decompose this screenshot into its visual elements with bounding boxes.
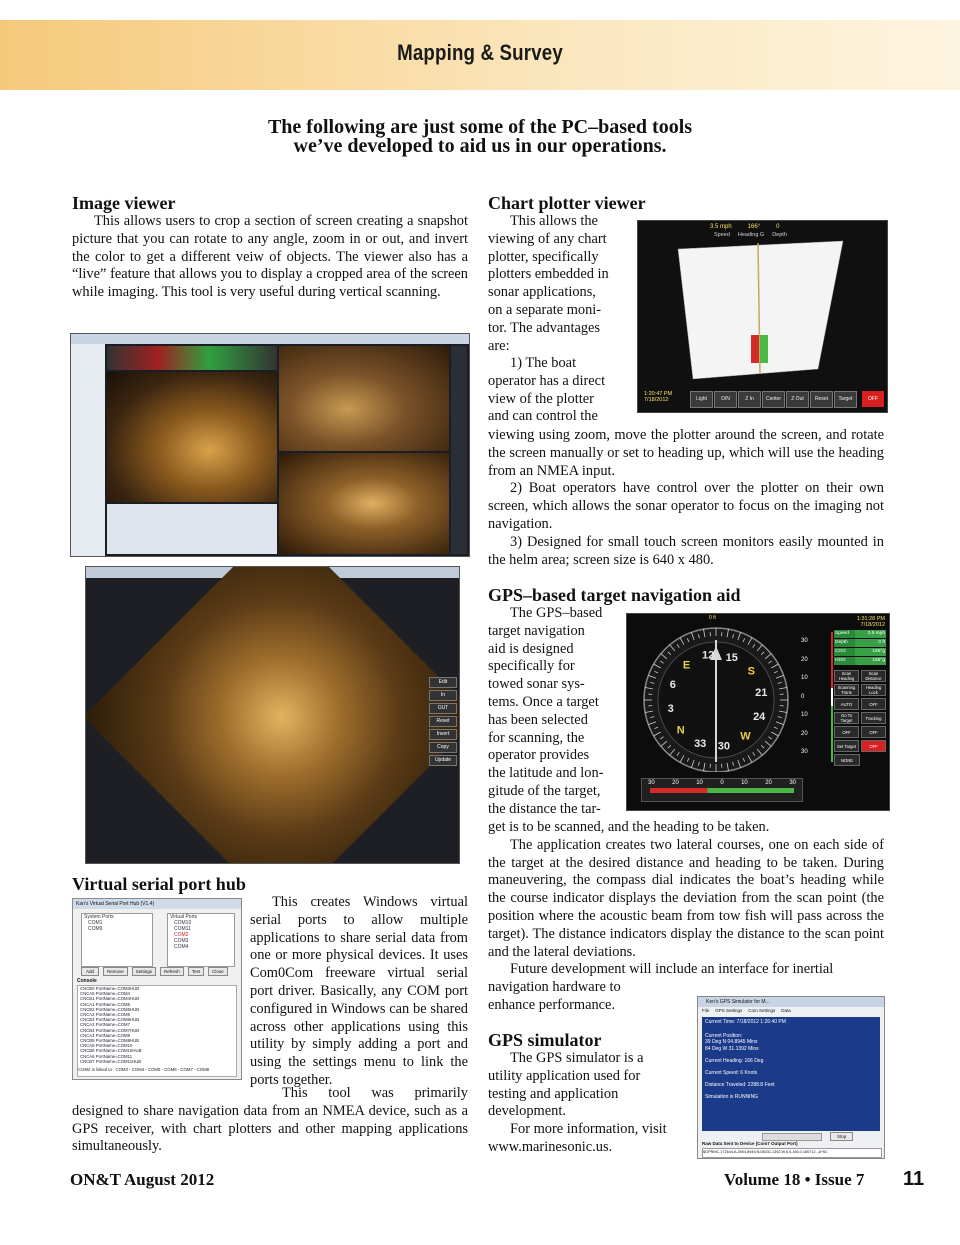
gps-sim-body: [488, 1050, 686, 1157]
distance-bar: [650, 788, 794, 793]
tool-panel: [71, 344, 105, 556]
distance-tick-label: 30: [648, 780, 655, 786]
footer-volume: Volume 18 • Issue 7: [724, 1170, 865, 1189]
track-red: [751, 335, 759, 363]
gps-sim-line: The GPS simulator is a: [510, 1050, 644, 1066]
image-viewer-paragraph: This allows users to crop a section of screen creating a snapshot picture that you can rotate to any angle, zoom in or out, and invert the color to get a different veiw of objects. The viewer also has a “live” feature that allows you to display a cropped area of the screen while imaging. This tool is very useful during vertical scanning.: [72, 213, 468, 301]
gps-nav-body: [488, 605, 620, 819]
distance-tick-label: 10: [741, 780, 748, 786]
chart-plotter-body-cont: [488, 427, 884, 569]
gps-control-button[interactable]: OFF: [861, 698, 886, 710]
plotter-clock: [644, 391, 672, 403]
stop-button[interactable]: Stop: [830, 1132, 853, 1141]
sonar-image-top-right: [279, 346, 449, 451]
virtual-ports-label: Virtual Ports: [170, 914, 198, 920]
viewer-button[interactable]: OUT: [429, 703, 457, 714]
gps-readout-label: COG: [834, 648, 855, 656]
console-line: CNCB7 PortName=COM11HUB: [80, 1058, 142, 1064]
current-position-label: Current Position:: [705, 1033, 743, 1040]
chart-plotter-item-2: 2) Boat operators have control over the plotter on their own screen, which allows the sonar operator to focus on the imaging not navigation.: [488, 480, 884, 532]
intro: [180, 118, 780, 156]
gps-control-button[interactable]: Scanning Trans: [834, 684, 859, 696]
gps-sim-display: [702, 1017, 880, 1131]
virtual-port-item[interactable]: COM4: [174, 944, 189, 950]
gps-nav-line: the distance the tar-: [488, 800, 601, 817]
gps-control-button[interactable]: Heading Lock: [861, 684, 886, 696]
sonar-image-left: [107, 372, 277, 502]
close-button[interactable]: Close: [208, 967, 228, 976]
distance-traveled: Distance Traveled: 2288.8 Feet: [705, 1082, 775, 1089]
deviation-tick-label: 20: [799, 725, 833, 744]
current-heading: Current Heading: 166 Deg: [705, 1057, 764, 1064]
test-button[interactable]: Test: [188, 967, 204, 976]
gps-button-row: [834, 670, 886, 682]
console-output: [77, 985, 237, 1077]
gps-control-button[interactable]: Scan Distance: [861, 670, 886, 682]
gps-sim-info-line: For more information, visit: [510, 1121, 667, 1138]
gps-readout-row: [834, 648, 886, 656]
console-line: CNCA2 PortName=COM6: [80, 1012, 131, 1018]
gps-sim-menu-item[interactable]: GPS Settings: [715, 1008, 743, 1013]
console-line: CNCB3 PortName=COM6HUB: [80, 1017, 140, 1023]
dial-label: 21: [755, 687, 768, 700]
raw-data-output: $GPRMC,172644,A,3904.8945,N,08431.1392,W,6.0,166.0,180712,,,A*5C: [702, 1148, 882, 1158]
footer-publication: ON&T August 2012: [70, 1170, 215, 1189]
latitude: 39 Deg N 04.8945 Mins: [705, 1039, 758, 1046]
viewer-button[interactable]: Invert: [429, 729, 457, 740]
viewer-button[interactable]: Update: [429, 755, 457, 766]
deviation-tick-label: 10: [799, 669, 833, 688]
plotter-d-n-button[interactable]: D/N: [714, 391, 737, 408]
console-line: CNCA3 PortName=COM7: [80, 1022, 131, 1028]
gps-nav-body3-line: navigation hardware to: [488, 978, 621, 995]
gps-sim-window-title: Ken's GPS Simulator for M...: [698, 997, 885, 1007]
dial-label: S: [747, 665, 755, 678]
heading-label: Heading G: [737, 232, 765, 238]
chart-plotter-screenshot: [637, 220, 888, 413]
console-line: CNCB4 PortName=COM7HUB: [80, 1027, 140, 1033]
virtual-ports-list: [167, 913, 235, 967]
deviation-scale: [799, 632, 833, 762]
track-green: [760, 335, 768, 363]
plotter-off-button[interactable]: OFF: [862, 391, 884, 407]
remove-button[interactable]: Remove: [103, 967, 128, 976]
image-viewer-heading: Image viewer: [72, 193, 176, 213]
gps-sim-menu-item[interactable]: Com Settings: [748, 1008, 776, 1013]
dial-label: E: [682, 659, 691, 672]
plotter-target-button[interactable]: Target: [834, 391, 857, 408]
chart-plotter-item-1: [488, 355, 626, 426]
gps-control-button[interactable]: AUTO: [834, 698, 859, 710]
gps-control-button[interactable]: OFF: [834, 726, 859, 738]
gps-button-row: [834, 740, 886, 752]
dial-label: 15: [725, 651, 738, 664]
system-port-item[interactable]: COM1: [88, 920, 103, 926]
image-viewer-body: [72, 213, 468, 302]
system-ports-label: System Ports: [84, 914, 114, 920]
gps-nav-line: target navigation: [488, 622, 585, 639]
gps-time: 1:31:28 PM: [856, 616, 885, 622]
gps-nav-continuation: get is to be scanned, and the heading to be taken.: [488, 819, 770, 835]
gps-nav-line: has been selected: [488, 711, 588, 728]
serial-hub-body-1: [250, 894, 468, 1090]
virtual-port-item[interactable]: COM3: [174, 938, 189, 944]
viewer-button[interactable]: In: [429, 690, 457, 701]
chart-plotter-item1-line: view of the plotter: [488, 390, 594, 407]
gps-control-button[interactable]: Scan Heading: [834, 670, 859, 682]
plotter-date: 7/18/2012: [644, 397, 669, 403]
gps-nav-line: for scanning, the: [488, 729, 585, 746]
distance-tick-label: 20: [765, 780, 772, 786]
gps-nav-line: specifically for: [488, 658, 575, 675]
console-line: CNCA5 PortName=COM10: [80, 1043, 133, 1049]
gps-top-value: 0 ft: [709, 615, 716, 621]
gps-control-button[interactable]: OFF: [861, 740, 886, 752]
distance-tick-label: 0: [720, 780, 724, 786]
dial-label: 24: [753, 710, 766, 723]
chart-plotter-line: on a separate moni-: [488, 301, 602, 318]
gps-button-spacer: [862, 754, 886, 766]
console-label: Console: [77, 978, 97, 984]
settings-button[interactable]: Settings: [132, 967, 156, 976]
viewer-button[interactable]: Copy: [429, 742, 457, 753]
chart-plotter-line: plotters embedded in: [488, 266, 609, 283]
serial-hub-heading: Virtual serial port hub: [72, 874, 246, 894]
console-line: CNCA4 PortName=COM8: [80, 1032, 131, 1038]
page-number: 11: [903, 1168, 925, 1190]
dial-label: W: [740, 730, 751, 743]
gps-date: 7/18/2012: [860, 622, 885, 628]
gps-sim-heading: GPS simulator: [488, 1030, 602, 1050]
dial-label: 30: [717, 740, 731, 753]
gps-button-row: [834, 754, 886, 766]
gps-readouts: [834, 630, 886, 666]
gps-control-button[interactable]: Tracking: [861, 712, 886, 724]
virtual-port-item[interactable]: COM10: [174, 920, 192, 926]
depth-label: Depth: [772, 232, 787, 238]
console-line: CNCB0 PortName=COM3HUB: [80, 986, 140, 991]
distance-tick-label: 30: [789, 780, 796, 786]
chart-plotter-line: are:: [488, 337, 510, 354]
dial-label: 6: [669, 679, 676, 692]
gps-readout-value: 3.5 mph: [855, 630, 886, 638]
section-title: Mapping & Survey: [397, 40, 563, 65]
console-line: CNCA1 PortName=COM5: [80, 1001, 131, 1007]
plotter-toolbar: [690, 391, 857, 408]
gps-nav-paragraph-2: The application creates two lateral courses, one on each side of the target at the desired distance and heading to be taken. During maneuvering, the compass dial indicates the boat’s heading while the course indicator displays the deviation from the scan point (the position where the acoustic beam from tow fish will pass across the target). The distance indicators display the distance to the scan point and the lateral deviations.: [488, 836, 884, 960]
gps-readout-value: 166°g: [855, 657, 886, 665]
speed-label: Speed: [714, 232, 730, 238]
side-toolbar: [451, 346, 467, 554]
current-speed: Current Speed: 6 Knots: [705, 1070, 758, 1077]
gps-control-button[interactable]: NONE: [834, 754, 860, 766]
virtual-port-item[interactable]: COM2: [174, 932, 189, 938]
simulation-status: Simulation is RUNNING: [705, 1094, 759, 1101]
compass-dial: [631, 622, 801, 772]
current-time: Current Time: 7/18/2012 1:26:40 PM: [705, 1019, 786, 1025]
gps-sim-screenshot: [697, 996, 885, 1159]
gps-nav-line: the latitude and lon-: [488, 765, 604, 782]
plotter-time: 1:20:47 PM: [644, 391, 673, 397]
gps-sim-menu-item[interactable]: Data: [781, 1008, 791, 1013]
serial-hub-paragraph-2: This tool was primarily designed to share navigation data from an NMEA device, such as a GPS receiver, with chart plotters and other mapping applications simultaneously.: [72, 1085, 468, 1155]
gps-control-button[interactable]: OFF: [861, 726, 886, 738]
plotter-light-button[interactable]: Light: [690, 391, 713, 408]
gps-readout-label: Depth: [834, 639, 855, 647]
plotter-map: [638, 239, 887, 387]
gps-buttons: [834, 670, 886, 768]
viewer-button[interactable]: Reset: [429, 716, 457, 727]
plotter-readout-values: [710, 224, 779, 230]
viewer-button[interactable]: Edit: [429, 677, 457, 688]
gps-control-button[interactable]: Set Target: [834, 740, 859, 752]
gps-button-row: [834, 726, 886, 738]
longitude: 84 Deg W 31.1392 Mins: [705, 1045, 759, 1052]
console-line: CNCB1 PortName=COM4HUB: [80, 996, 140, 1002]
deviation-tick-label: 10: [799, 706, 833, 725]
plotter-readout-labels: [714, 232, 787, 238]
gps-readout-row: [834, 657, 886, 665]
signal-graph: [107, 346, 277, 370]
gps-sim-info-line: www.marinesonic.us.: [488, 1138, 613, 1155]
gps-nav-heading: GPS–based target navigation aid: [488, 585, 741, 605]
distance-indicator: [641, 778, 803, 802]
gps-readout-label: Speed: [834, 630, 855, 638]
chart-plotter-continuation: viewing using zoom, move the plotter around the screen, and rotate the screen manually or set to heading up, which will use the heading from an NMEA input.: [488, 427, 884, 479]
gps-readout-row: [834, 639, 886, 647]
plotter-center-button[interactable]: Center: [762, 391, 785, 408]
sonar-viewer-screenshot: [70, 333, 470, 557]
speed-value: 3.5 mph: [710, 224, 732, 230]
rotated-sonar-image: [85, 566, 460, 864]
gps-nav-body-cont: [488, 819, 884, 961]
chart-plotter-item1-line: and can control the: [488, 408, 598, 425]
console-line: CNCA0 PortName=COM4: [80, 991, 131, 997]
dial-label: 12: [701, 649, 715, 662]
distance-tick-label: 10: [696, 780, 703, 786]
dial-label: 33: [694, 738, 707, 751]
chart-plotter-item1-line: operator has a direct: [488, 372, 606, 389]
histogram-panel: [107, 504, 277, 554]
dial-label: N: [676, 724, 685, 737]
chart-plotter-item1-line: 1) The boat: [510, 355, 577, 371]
plotter-z-out-button[interactable]: Z Out: [786, 391, 809, 408]
chart-plotter-body: [488, 213, 626, 355]
deviation-tick-label: 30: [799, 743, 833, 762]
viewer-button-column: [429, 677, 457, 773]
gps-readout-label: HDG: [834, 657, 855, 665]
deviation-tick-label: 0: [799, 688, 833, 707]
deviation-tick-label: 20: [799, 651, 833, 670]
raw-data-label: Raw Data Sent to Device [Com7 Output Port]: [702, 1141, 798, 1146]
serial-hub-screenshot: [72, 898, 242, 1080]
chart-plotter-item-3: 3) Designed for small touch screen monitors easily mounted in the helm area; screen size is 640 x 480.: [488, 533, 884, 568]
gps-readout-value: 166°g: [855, 648, 886, 656]
dial-label: 3: [667, 702, 674, 715]
console-footer: COM2 is linked to : COM3 - COM4 - COM5 - COM6 - COM7 - COM8: [78, 1067, 210, 1073]
system-ports-list: [81, 913, 153, 967]
gps-sim-line: development.: [488, 1103, 566, 1120]
gps-clock: [833, 616, 885, 628]
chart-plotter-line: tor. The advantages: [488, 319, 601, 336]
gps-sim-menu-item[interactable]: File: [702, 1008, 710, 1013]
heading-value: 166°: [747, 224, 761, 230]
refresh-button[interactable]: Refresh: [160, 967, 184, 976]
gps-readout-row: [834, 630, 886, 638]
hub-window-title: Kan's Virtual Serial Port Hub (V1.4): [73, 899, 242, 909]
chart-plotter-line: plotter, specifically: [488, 248, 599, 265]
console-line: CNCB5 PortName=COM8HUB: [80, 1038, 140, 1044]
system-port-item[interactable]: COM9: [88, 926, 103, 932]
distance-tick-label: 20: [672, 780, 679, 786]
virtual-port-item[interactable]: COM11: [174, 926, 191, 932]
chart-plotter-heading: Chart plotter viewer: [488, 193, 646, 213]
gps-button-row: [834, 698, 886, 710]
gps-control-button[interactable]: Go To Target: [834, 712, 859, 724]
plotter-z-in-button[interactable]: Z In: [738, 391, 761, 408]
gps-nav-screenshot: [626, 613, 890, 811]
gps-nav-line: gitude of the target,: [488, 782, 601, 799]
serial-hub-body-2: [72, 1085, 468, 1156]
window-titlebar: [71, 334, 469, 344]
console-line: CNCB2 PortName=COM5HUB: [80, 1006, 140, 1012]
hub-button-row: [81, 967, 237, 976]
gps-sim-line: utility application used for: [488, 1067, 641, 1084]
serial-hub-paragraph-1: This creates Windows virtual serial ports to allow multiple applications to share serial data from one or more physical devices. It uses Com0Com freeware virtual serial port driver. Basically, any COM port configured in Windows can be shared across other applications using this utility by simply adding a port and using the settings menu to link the ports together.: [250, 894, 468, 1088]
add-button[interactable]: Add: [81, 967, 99, 976]
console-line: CNCA6 PortName=COM11: [80, 1053, 133, 1059]
console-line: CNCB6 PortName=COM10HUB: [80, 1048, 142, 1054]
gps-nav-line: aid is designed: [488, 640, 574, 657]
crop-viewer-screenshot: [85, 566, 460, 864]
chart-plotter-line: This allows the: [510, 213, 598, 229]
gps-nav-line: towed sonar sys-: [488, 676, 585, 693]
gps-sim-line: testing and application: [488, 1085, 619, 1102]
gps-readout-value: 0 ft: [855, 639, 886, 647]
intro-line-1: The following are just some of the PC–based tools: [267, 116, 693, 138]
depth-value: 0: [776, 224, 780, 230]
gps-nav-body3-line: enhance performance.: [488, 996, 616, 1013]
gps-button-row: [834, 684, 886, 696]
gps-button-row: [834, 712, 886, 724]
plotter-reset-button[interactable]: Reset: [810, 391, 833, 408]
gps-nav-body3-line: Future development will include an interface for inertial: [510, 961, 834, 977]
gps-nav-line: tems. Once a target: [488, 693, 599, 710]
chart-plotter-line: sonar applications,: [488, 284, 596, 301]
gps-sim-slider[interactable]: [762, 1133, 822, 1141]
gps-nav-line: The GPS–based: [510, 605, 603, 621]
gps-nav-line: operator provides: [488, 747, 590, 764]
gps-sim-menu: [702, 1008, 791, 1013]
deviation-tick-label: 30: [799, 632, 833, 651]
intro-line-2: we’ve developed to aid us in our operations.: [293, 135, 667, 157]
chart-plotter-line: viewing of any chart: [488, 230, 607, 247]
sonar-image-bottom-right: [279, 453, 449, 554]
